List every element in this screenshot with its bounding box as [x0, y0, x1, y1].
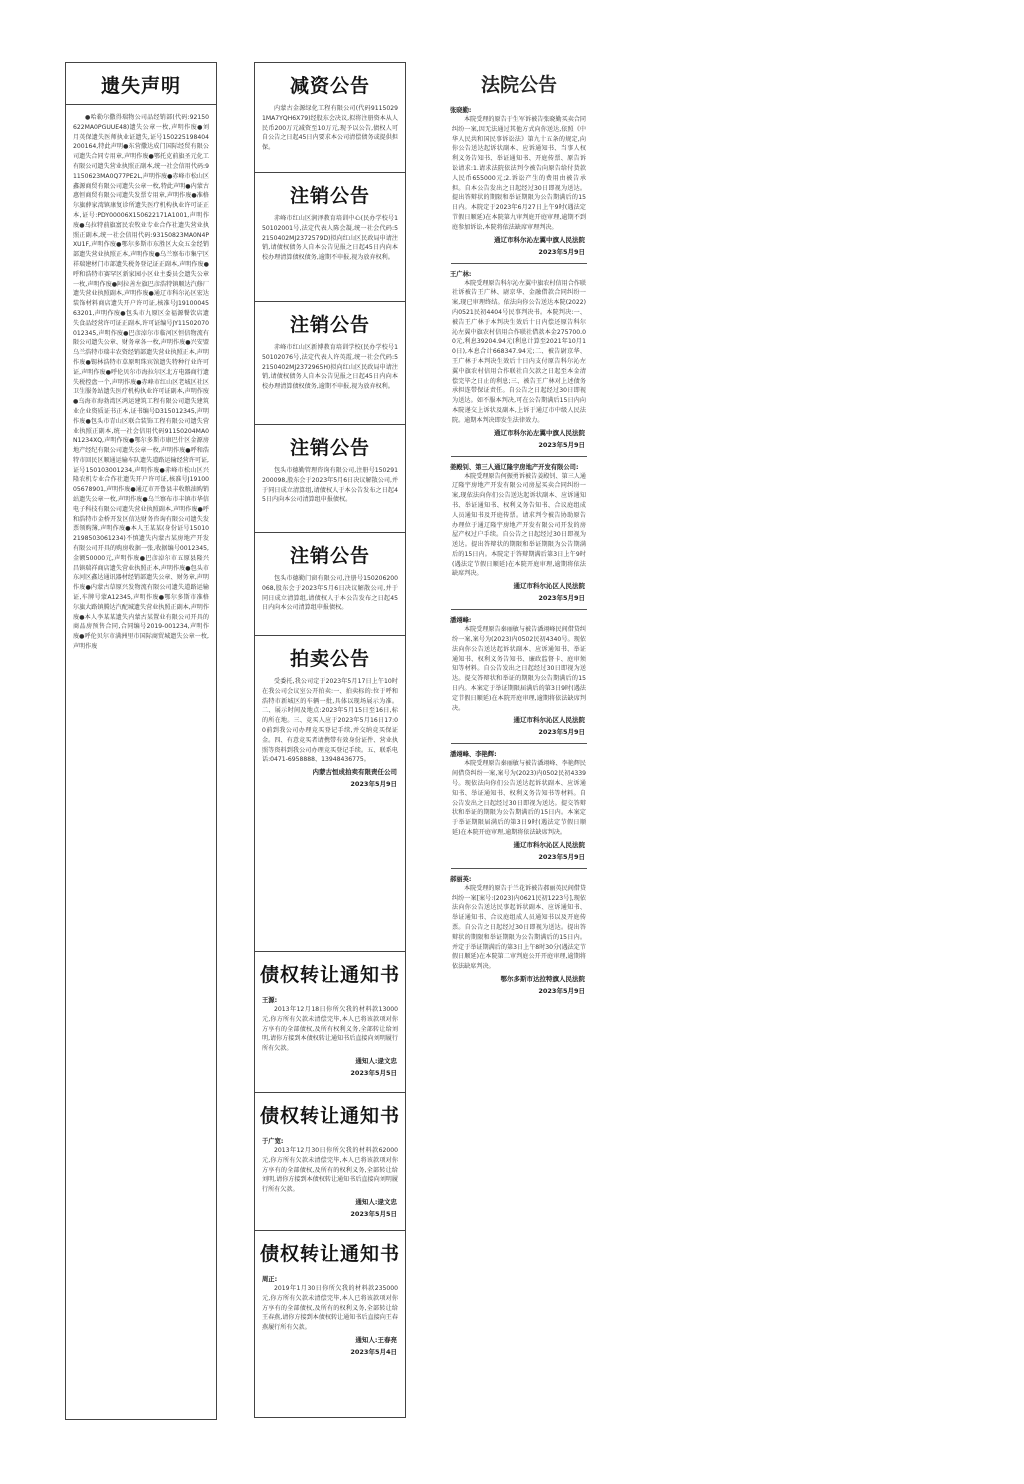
divider: [451, 743, 587, 744]
debt-transfer-notice: [255, 1093, 405, 1231]
lost-notice-title: 遗失声明: [66, 63, 216, 105]
divider: [451, 263, 587, 264]
notice-title: 注销公告: [289, 437, 370, 459]
divider: [451, 609, 587, 610]
notice-text: 赤峰市红山区润泽教育培训中心(民办学校号150102001号,法定代表人陈会凝,统一社会代码:52150402MJ2372579D)拟向红山区民政局申请注销,请债权债务人自本公告见报之日起45日内向本校办理清算债权债务,逾期不申报,视为放弃权利。: [262, 215, 398, 262]
notice-addressee: 潘翊峰、李艳辉:: [450, 751, 497, 759]
notice-addressee: 王源:: [262, 997, 278, 1004]
court-notice: [443, 267, 595, 452]
auction-notice: [255, 636, 405, 952]
deregistration-notice: [255, 533, 405, 636]
deregistration-notice: [255, 425, 405, 533]
notice-title: 减资公告: [289, 75, 370, 97]
notice-date: 2023年5月9日: [350, 780, 397, 789]
court-notice: [443, 460, 595, 606]
notice-signature: 通辽市科尔沁区人民法院: [513, 716, 585, 725]
deregistration-notice: [255, 173, 405, 302]
court-notice: [443, 872, 595, 998]
notice-title: 拍卖公告: [289, 648, 370, 670]
notice-text: 2013年12月18日你所欠我的材料款13000元,你方所有欠款未清偿完毕,本人已将该款项对你方享有的全部债权,及所有权利义务,全部转让给刘明,请你方接到本债权转让通知书后直接向刘明履行所有欠款。: [262, 1006, 398, 1053]
capital-reduction-notice: [255, 63, 405, 173]
notice-signature: 通辽市科尔沁区人民法院: [513, 582, 585, 591]
notice-text: 本院受理的原告于兰花诉被告郝丽英民间借贷纠纷一案[案号:(2023)内0621民初1223号],现依法向你公告送达民事起诉状副本、应诉通知书、举证通知书、合议庭组成人员通知书以及开庭传票。自公告之日起经过30日即视为送达。提出答辩状的期限和举证期限为公告期满后的15日内。并定于举证期满后的第3日上午8时30分(遇法定节假日顺延)在本院第二审判庭公开开庭审理,逾期将依法缺席判决。: [452, 884, 586, 971]
notice-addressee: 周正:: [262, 1276, 278, 1283]
notice-text: 2013年12月30日你所欠我的材料款62000元,你方所有欠款未清偿完毕,本人已将该款项对你方享有的全部债权,及所有的权利义务,全部转让给刘明,请你方接到本债权转让通知书后直接向刘明履行所有欠款。: [262, 1147, 398, 1194]
notice-addressee: 王广林:: [450, 270, 472, 278]
notice-date: 2023年5月4日: [350, 1347, 397, 1356]
notice-date: 2023年5月5日: [350, 1209, 397, 1218]
notice-signature: 通辽市科尔沁左翼中旗人民法院: [494, 235, 585, 244]
notice-title: 注销公告: [289, 185, 370, 207]
debt-transfer-notice: [255, 1231, 405, 1373]
notice-date: 2023年5月9日: [538, 728, 585, 737]
notice-text: 包头市德勤管理咨询有限公司,注册号150291200098,股东会于2023年5月6日决议解散公司,并于同日成立清算组,请债权人于本公告发布之日起45日内向本公司清算组申报债权。: [262, 467, 398, 504]
deregistration-notice: [255, 302, 405, 425]
notice-column: [254, 62, 406, 1418]
notice-signature: 通辽市科尔沁左翼中旗人民法院: [494, 428, 585, 437]
notice-text: 内蒙古金源绿化工程有限公司(代码91150291MA7YQH6X79)经股东会决议,拟将注册资本从人民币200万元减资至10万元,现予以公告,债权人可自公告之日起45日内要求本公司清偿债务或提供担保。: [262, 105, 398, 152]
notice-date: 2023年5月9日: [538, 247, 585, 256]
notice-title: 债权转让通知书: [259, 1105, 400, 1127]
notice-addressee: 张晓勤:: [450, 107, 472, 114]
notice-text: 本院受理原告何振勇诉被告姜殿钊、第三人通辽隆宇房地产开发有限公司房屋买卖合同纠纷一案,现依法向你们公告送达起诉状副本、应诉通知书、举证通知书、权利义务告知书、合议庭组成人员通知书及开庭传票。请求判令被告协助原告办理位于通辽隆宇房地产开发有限公司开发的房屋产权过户手续。自公告之日起经过30日即视为送达。提出答辩状的期限和举证期限为公告期满后的15日内。本院定于答辩期满后第3日上午9时(遇法定节假日顺延)在本院开庭审理,逾期将依法缺席判决。: [452, 472, 586, 578]
notice-signature: 鄂尔多斯市达拉特旗人民法院: [500, 975, 585, 983]
court-notice: [443, 613, 595, 739]
notice-date: 2023年5月9日: [538, 594, 585, 603]
notice-addressee: 潘翊峰:: [450, 617, 472, 625]
notice-text: 本院受理原告科尔沁左翼中旗农村信用合作联社诉被告王广林、尉京华、金融借款合同纠纷一案,现已审理终结。依法向你公告送达本院(2022)内0521民初4404号民事判决书。本院判决:一、被告王广林于本判决生效后十日内偿还原告科尔沁左翼中旗农村信用合作联社借款本金275700.00元,利息39204.94元(利息计算至2021年10月10日),本息合计668347.94元;二、被告尉京华、王广林于本判决生效后十日内支付原告科尔沁左翼中旗农村信用合作联社自欠款之日起至本金清偿完毕之日止的利息;三、被告王广林对上述债务承担连带保证责任。自公告之日起经过30日即视为送达。如不服本判决,可在公告期满后15日内向本院递交上诉状及副本,上诉于通辽市中级人民法院。逾期本判决即发生法律效力。: [452, 279, 586, 424]
notice-signature: 通知人:逯文忠: [355, 1197, 397, 1206]
notice-text: 本院受理的原告于生军诉被告张晓勤买卖合同纠纷一案,因无法通过其他方式向你送达,依照《中华人民共和国民事诉讼法》第九十五条的规定,向你公告送达起诉状副本、应诉通知书、当事人权利义务告知书、举证通知书、开庭传票、原告诉讼请求:1.请求法院依法判令被告向原告给付货款人民币655000元;2.诉讼产生的费用由被告承担。自本公告发出之日起经过30日即视为送达。提出答辩状的期限和举证期限为公告期满后的15日内。本院定于2023年6月27日上午9时(遇法定节假日顺延)在本院第九审判庭开庭审理,逾期不到庭参加诉讼,本院将依法缺席审理判决。: [452, 116, 586, 231]
notice-addressee: 郝丽英:: [450, 875, 472, 883]
lost-notice-column: [65, 62, 217, 1420]
notice-signature: 通知人:逯文忠: [355, 1056, 397, 1065]
notice-date: 2023年5月5日: [350, 1068, 397, 1077]
notice-text: 本院受理原告秦丽敏与被告潘翊峰、李艳辉民间借贷纠纷一案,案号为(2023)内0502民初4339号。现依法向你们公告送达起诉状副本、应诉通知书、举证通知书、权利义务告知书等材料。自公告发出之日起经过30日即视为送达。提交答辩状和举证的期限为公告期满后的15日内。本案定于举证期限届满后的第3日9时(遇法定节假日顺延)在本院开庭审理,逾期将依法缺席判决。: [452, 760, 586, 837]
notice-signature: 内蒙古恒成拍卖有限责任公司: [312, 768, 397, 777]
court-notice: [443, 747, 595, 863]
divider: [451, 868, 587, 869]
divider: [451, 456, 587, 457]
notice-text: 本院受理原告秦丽敏与被告潘翊峰民间借贷纠纷一案,案号为(2023)内0502民初4340号。现依法向你公告送达起诉状副本、应诉通知书、举证通知书、权利义务告知书、廉政监督卡、庭审须知等材料。自公告发出之日起经过30日即视为送达。提交答辩状和举证的期限为公告期满后的15日内。本案定于举证期限届满后的第3日9时(遇法定节假日顺延)在本院开庭审理,逾期将依法缺席判决。: [452, 626, 586, 712]
lost-notice-text: ●哈勒尔撒得瑞物公司品经销部(代码:92150622MA0PGUUE48)遗失公章一枚,声明作废●刘月英保遗失医师执业证遗失,证号150225198404200164,特此声明●东营撒达成门国际经贸有限公司遗失合同专用章,声明作废●鄂托克前旗圣元化工有限公司遗失营业执照正副本,统一社会信用代码:91150623MA0Q77PE2L,声明作废●赤峰市松山区鑫源商贸有限公司遗失公章一枚,特此声明●内蒙古惠恒商贸有限公司遗失发票专用章,声明作废●准格尔旗薛家湾镇康复诊所遗失医疗机构执业许可证正本,证号:PDY00006X150622171A1001,声明作废●乌拉特前旗富民农牧业专业合作社遗失营业执照正副本,统一社会信用代码:93150823MA0N4PXU1F,声明作废●鄂尔多斯市东胜区大众五金经销部遗失营业执照正本,声明作废●乌兰察布市集宁区祥瑞建材门市部遗失税务登记证正副本,声明作废●呼和浩特市赛罕区新家园小区业主委员会遗失公章一枚,声明作废●阿拉善左旗巴彦浩特镇顺达汽修厂遗失营业执照副本,声明作废●通辽市科尔沁区宏达装饰材料商店遗失开户许可证,核准号J1910004563201,声明作废●包头市九原区金福源餐饮店遗失食品经营许可证正副本,许可证编号JY11502070012345,声明作废●巴彦淖尔市临河区恒信物流有限公司遗失公章、财务章各一枚,声明作废●兴安盟乌兰浩特市瑞丰农资经销部遗失营业执照正本,声明作废●锡林浩特市草原明珠宾馆遗失特种行业许可证,声明作废●呼伦贝尔市海拉尔区北方电器商行遗失税控盘一个,声明作废●赤峰市红山区老城区社区卫生服务站遗失医疗机构执业许可证副本,声明作废●乌海市海勃湾区鸿运建筑工程有限公司遗失建筑业企业资质证书正本,证书编号D315012345,声明作废●包头市青山区联合装饰工程有限公司遗失营业执照正副本,统一社会信用代码91150204MA0N1234XQ,声明作废●鄂尔多斯市康巴什区金源房地产经纪有限公司遗失公章一枚,声明作废●呼和浩特市回民区顺通运输车队遗失道路运输经营许可证,证号150103001234,声明作废●赤峰市松山区兴隆农机专业合作社遗失开户许可证,核准号J1910005678901,声明作废●通辽市开鲁县丰收粮油购销站遗失公章一枚,声明作废●乌兰察布市丰镇市华信电子科技有限公司遗失营业执照副本,声明作废●呼和浩特市金桥开发区信达财务咨询有限公司遗失发票领购簿,声明作废●本人王某某(身份证号150102198503061234)不慎遗失内蒙古某房地产开发有限公司开具的购房收据一张,收据编号0012345,金额50000元,声明作废●巴彦淖尔市五原县隆兴昌镇瑞祥商店遗失营业执照正本,声明作废●包头市东河区鑫达通讯器材经销部遗失公章、财务章,声明作废●内蒙古草原兴发物流有限公司遗失道路运输证,车牌号蒙A12345,声明作废●鄂尔多斯市准格尔旗大路镇腾达汽配城遗失营业执照正副本,声明作废●本人李某某遗失内蒙古某置业有限公司开具的商品房预售合同,合同编号2019-001234,声明作废●呼伦贝尔市满洲里市国际商贸城遗失公章一枚,声明作废: [73, 114, 209, 651]
debt-transfer-notice: [255, 952, 405, 1093]
notice-title: 债权转让通知书: [259, 1243, 400, 1265]
court-notice-title: 法院公告: [480, 74, 557, 96]
notice-date: 2023年5月9日: [538, 440, 585, 449]
notice-text: 受委托,我公司定于2023年5月17日上午10时在我公司会议室公开拍卖:一、拍卖标的:位于呼和浩特市新城区的车辆一批,具体以现场展示为准。二、展示时间及地点:2023年5月15日至16日,标的所在地。三、竞买人应于2023年5月16日17:00前到我公司办理竞买登记手续,并交纳竞买保证金。四、有意竞买者请携带有效身份证件、营业执照等资料到我公司办理竞买登记手续。五、联系电话:0471-6958888、13948436775。: [262, 678, 398, 764]
notice-signature: 通辽市科尔沁区人民法院: [513, 840, 585, 849]
notice-signature: 通知人:王春亮: [355, 1335, 397, 1344]
court-notice-column: [443, 62, 595, 1417]
notice-addressee: 姜殿钊、第三人通辽隆宇房地产开发有限公司:: [450, 463, 579, 471]
court-notice: [443, 103, 595, 259]
notice-text: 包头市德勤门窗有限公司,注册号150206200068,股东会于2023年5月6日决议解散公司,并于同日成立清算组,请债权人于本公告发布之日起45日内向本公司清算组申报债权。: [262, 575, 398, 612]
notice-text: 赤峰市红山区新博教育培训学校(民办学校号150102076号,法定代表人许英霞,统一社会代码:52150402MJ2372965H)拟向红山区民政局申请注销,请债权债务人自本公告见报之日起45日内向本校办理清算债权债务,逾期不申报,视为放弃权利。: [262, 344, 398, 391]
notice-text: 2019年1月30日你所欠我的材料款235000元,你方所有欠款未清偿完毕,本人已将该款项对你方享有的全部债权,及所有的权利义务,全部转让给王春燕,请你方接到本债权转让通知书后直接向王春燕履行所有欠款。: [262, 1285, 398, 1332]
notice-addressee: 于广宽:: [262, 1138, 284, 1145]
notice-date: 2023年5月9日: [538, 852, 585, 861]
notice-date: 2023年5月9日: [538, 987, 585, 995]
notice-title: 注销公告: [289, 545, 370, 567]
notice-title: 债权转让通知书: [259, 964, 400, 986]
notice-title: 注销公告: [289, 314, 370, 336]
